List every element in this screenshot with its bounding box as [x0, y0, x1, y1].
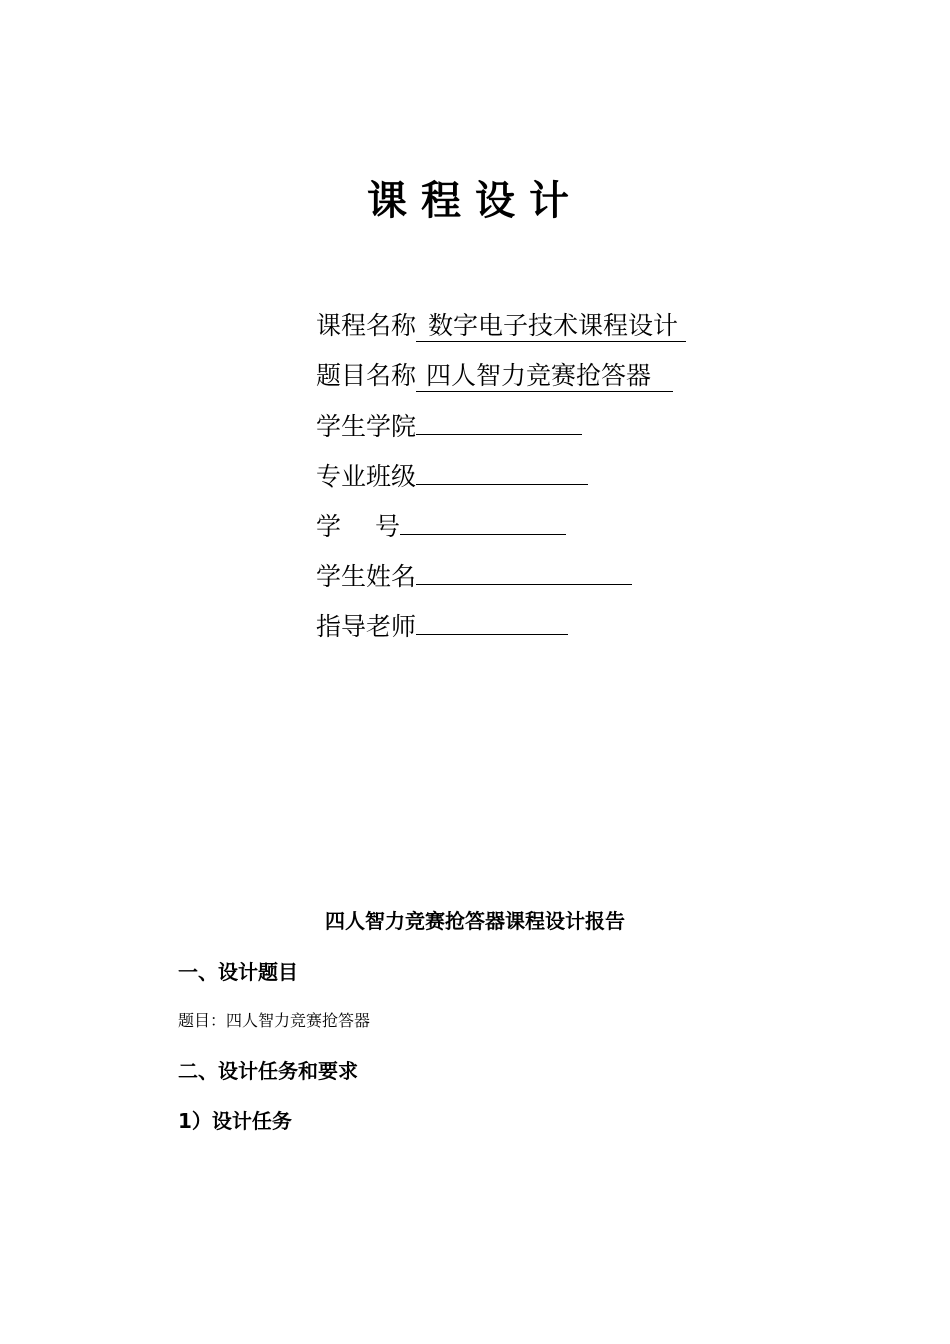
- class-label: 专业班级: [316, 462, 417, 491]
- student-id-label-b: 号: [375, 512, 401, 541]
- class-row: [316, 456, 588, 496]
- course-name-row: [316, 306, 686, 346]
- section-2-heading: 二、设计任务和要求: [178, 1059, 358, 1083]
- college-label: 学生学院: [316, 412, 417, 441]
- advisor-row: [316, 606, 568, 646]
- course-name-label: 课程名称: [316, 311, 417, 340]
- cover-title: 课程设计: [367, 178, 583, 224]
- section-1-heading: 一、设计题目: [178, 960, 298, 984]
- advisor-label: 指导老师: [316, 612, 417, 641]
- report-title: 四人智力竞赛抢答器课程设计报告: [325, 909, 625, 933]
- topic-name-label: 题目名称: [316, 361, 417, 390]
- advisor-value: [416, 606, 568, 635]
- class-value: [416, 456, 588, 485]
- student-name-row: [316, 556, 632, 596]
- student-name-label: 学生姓名: [316, 562, 417, 591]
- topic-line: 题目：四人智力竞赛抢答器: [178, 1011, 371, 1030]
- course-name-value: 数字电子技术课程设计: [416, 311, 686, 342]
- topic-name-value: 四人智力竞赛抢答器: [416, 361, 673, 392]
- college-row: [316, 406, 582, 446]
- college-value: [416, 406, 582, 435]
- student-name-value: [416, 556, 632, 585]
- student-id-value: [400, 506, 566, 535]
- student-id-label-a: 学: [316, 512, 342, 541]
- topic-name-row: [316, 356, 673, 396]
- subsection-1-heading: 1）设计任务: [178, 1109, 292, 1133]
- student-id-row: [316, 506, 566, 546]
